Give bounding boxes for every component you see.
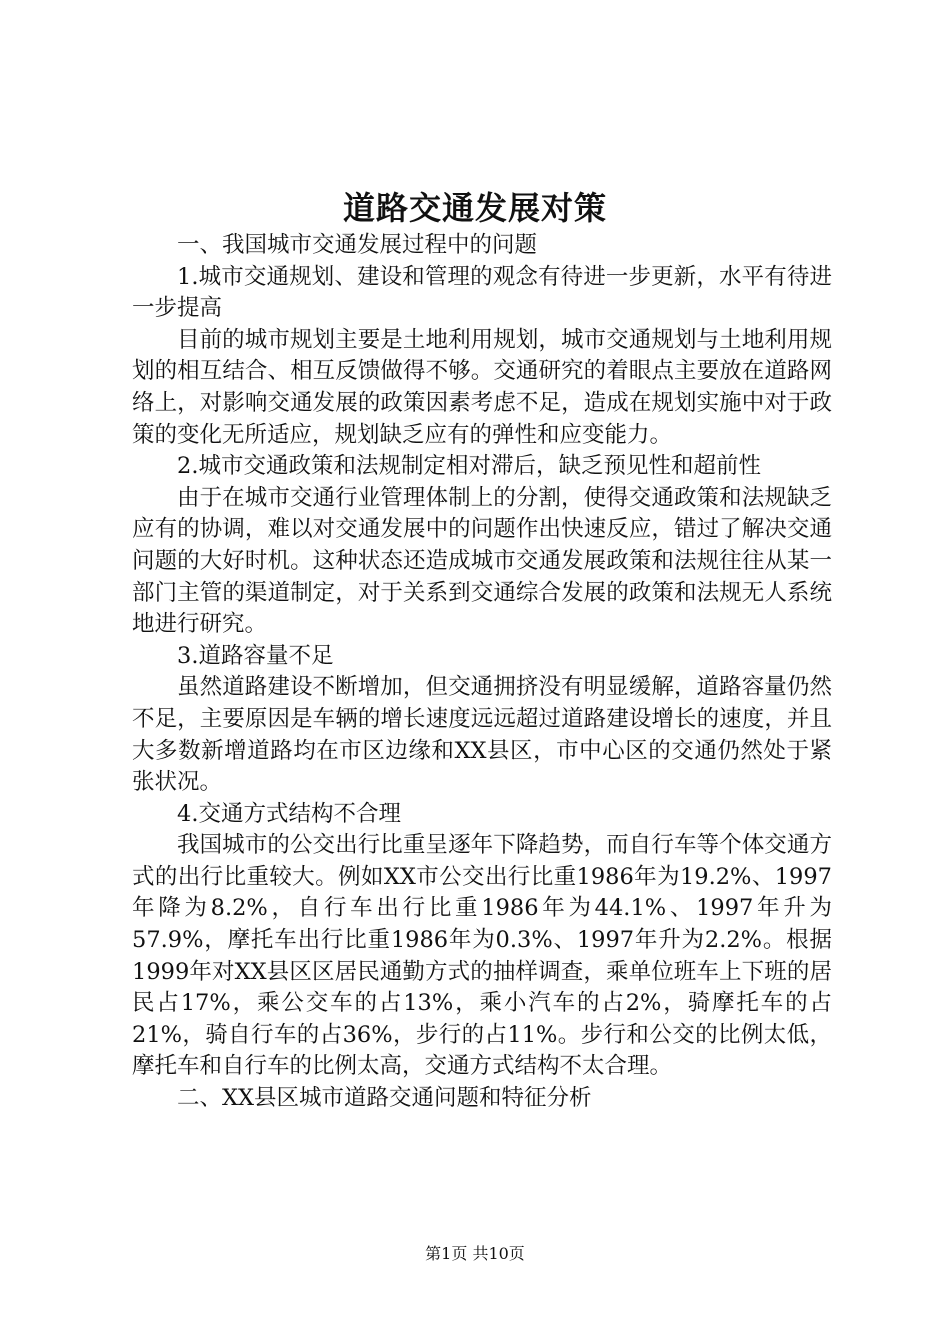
body-paragraph-1: 目前的城市规划主要是土地利用规划，城市交通规划与土地利用规划的相互结合、相互反馈做得不够。交通研究的着眼点主要放在道路网络上，对影响交通发展的政策因素考虑不足，造成在规划实施中对于政策的变化无所适应，规划缺乏应有的弹性和应变能力。 bbox=[132, 326, 832, 448]
body-paragraph-3: 虽然道路建设不断增加，但交通拥挤没有明显缓解，道路容量仍然不足，主要原因是车辆的增长速度远远超过道路建设增长的速度，并且大多数新增道路均在市区边缘和XX县区，市中心区的交通仍然处于紧张状况。 bbox=[132, 674, 832, 796]
subheading-4: 4.交通方式结构不合理 bbox=[177, 800, 401, 827]
subheading-3: 3.道路容量不足 bbox=[177, 642, 334, 669]
subheading-2: 2.城市交通政策和法规制定相对滞后，缺乏预见性和超前性 bbox=[177, 453, 761, 480]
page-footer: 第1页 共10页 bbox=[425, 1244, 525, 1263]
section-heading-2: 二、XX县区城市道路交通问题和特征分析 bbox=[177, 1085, 592, 1112]
document-body bbox=[132, 230, 832, 1115]
body-paragraph-2: 由于在城市交通行业管理体制上的分割，使得交通政策和法规缺乏应有的协调，难以对交通发展中的问题作出快速反应，错过了解决交通问题的大好时机。这种状态还造成城市交通发展政策和法规往往从某一部门主管的渠道制定，对于关系到交通综合发展的政策和法规无人系统地进行研究。 bbox=[132, 484, 832, 638]
document-title: 道路交通发展对策 bbox=[342, 189, 607, 227]
subheading-1: 1.城市交通规划、建设和管理的观念有待进一步更新，水平有待进一步提高 bbox=[132, 263, 832, 322]
body-paragraph-4: 我国城市的公交出行比重呈逐年下降趋势，而自行车等个体交通方式的出行比重较大。例如XX市公交出行比重1986年为19.2%、1997年降为8.2%，自行车出行比重1986年为44.1%、1997年升为57.9%，摩托车出行比重1986年为0.3%、1997年升为2.2%。根据1999年对XX县区区居民通勤方式的抽样调查，乘单位班车上下班的居民占17%，乘公交车的占13%，乘小汽车的占2%，骑摩托车的占21%，骑自行车的占36%，步行的占11%。步行和公交的比例太低，摩托车和自行车的比例太高，交通方式结构不太合理。 bbox=[132, 832, 832, 1080]
section-heading-1: 一、我国城市交通发展过程中的问题 bbox=[177, 232, 538, 258]
